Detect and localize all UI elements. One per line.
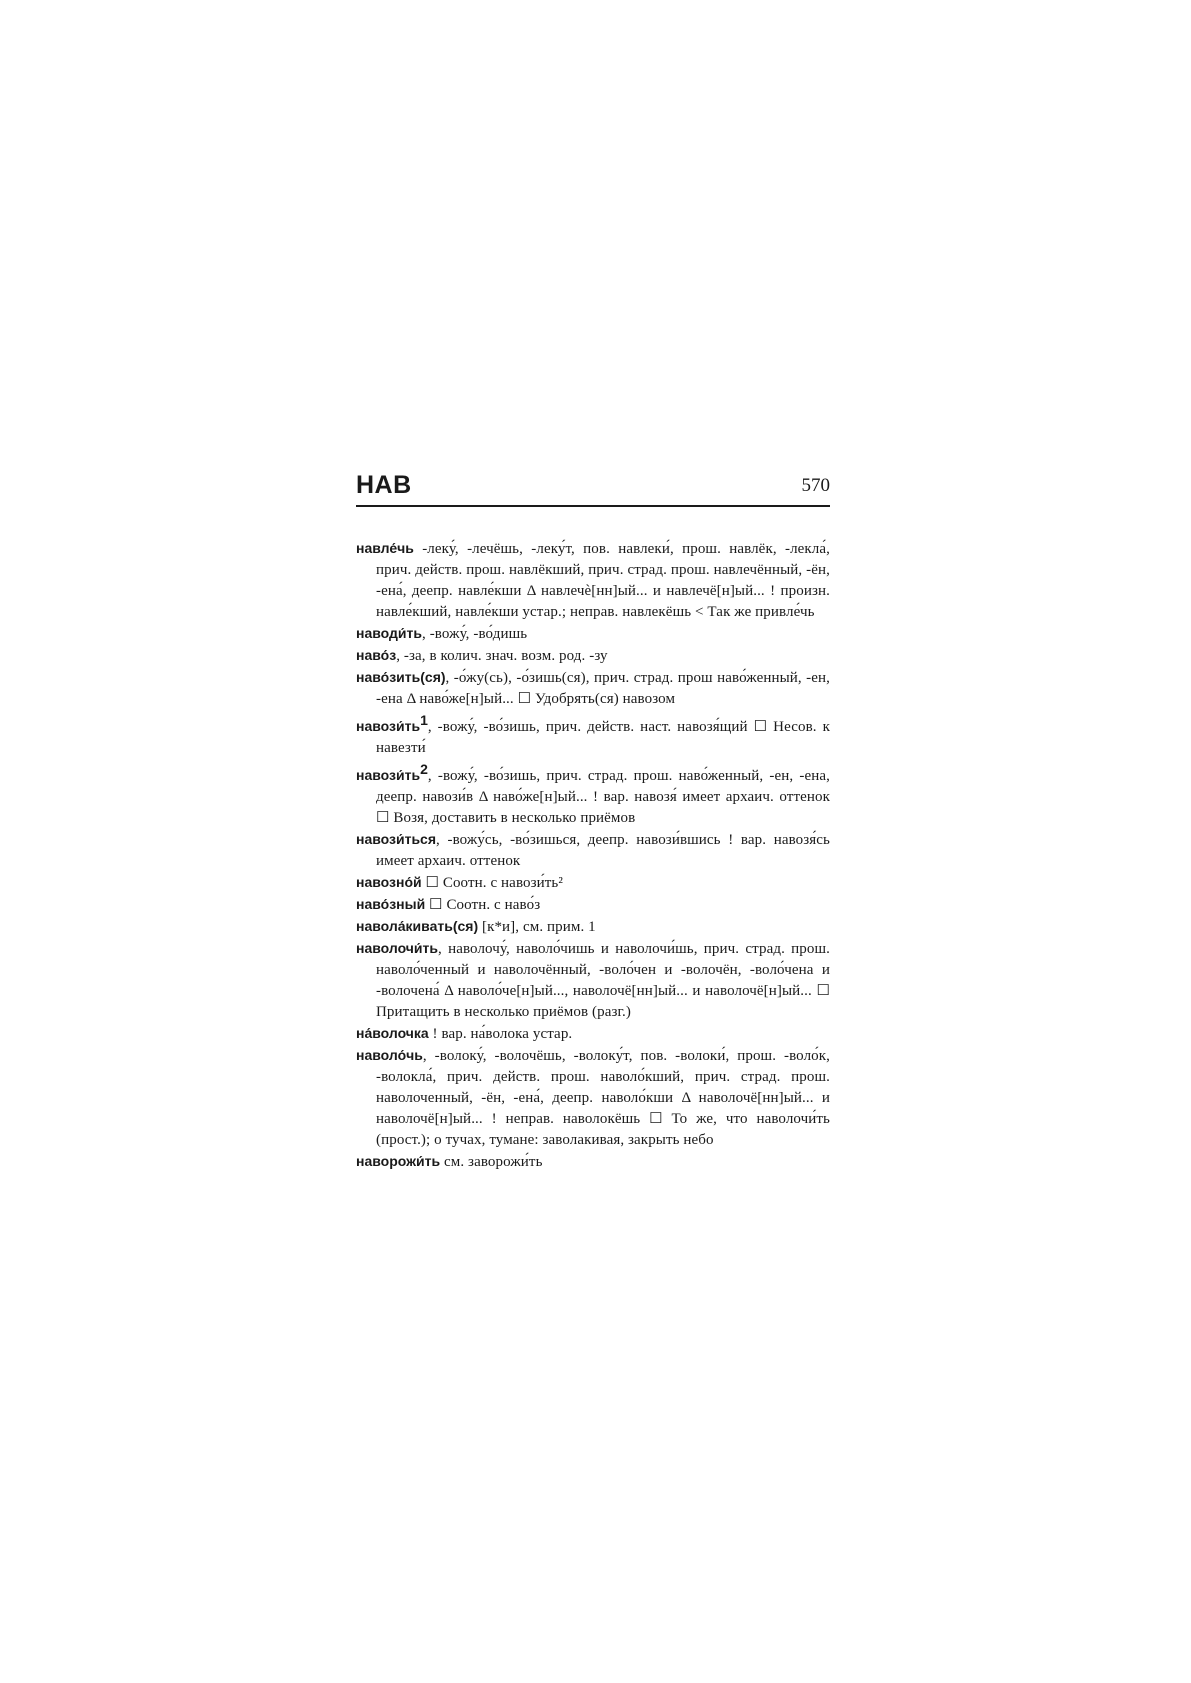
entry-body: , -за, в колич. знач. возм. род. -зу [396,648,608,664]
entry-body: , наволочу́, наволо́чишь и наволочи́шь, прич. страд. прош. наволо́ченный и наволочённый, -воло́чен и -волочён, -воло́чена и -волочена́ Δ наволо́че[н]ый..., наволочё[нн]ый... и наволочё[н]ый... ☐ Притащить в несколько приёмов (разг.) [376,941,830,1020]
entry-headword: наводи́ть [356,625,422,641]
entry-body: , -волоку́, -волочёшь, -волоку́т, пов. -волоки́, прош. -воло́к, -волокла́, прич. действ. прош. наволо́кший, прич. страд. прош. наволоченный, -ён, -ена́, деепр. наволо́кши Δ наволочё[нн]ый... и наволочё[н]ый... ! неправ. наволокёшь ☐ То же, что наволочи́ть (прост.); о тучах, тумане: заволакивая, закрыть небо [376,1048,830,1148]
entry-headword: навозно́й [356,874,422,890]
entry-body: , -вожу́, -во́зишь, прич. страд. прош. наво́женный, -ен, -ена, деепр. навози́в Δ наво́же[н]ый... ! вар. навозя́ имеет архаич. оттенок ☐ Возя, доставить в несколько приёмов [376,768,830,826]
dictionary-entry [356,872,830,894]
entry-body: см. заворожи́ть [440,1154,543,1170]
header-guide-word: НАВ [356,471,412,499]
dictionary-entry [356,894,830,916]
entry-body: , -вожу́, -во́дишь [422,626,528,642]
dictionary-entry [356,667,830,710]
dictionary-entry [356,1151,830,1173]
headword-superscript: 2 [420,761,428,777]
dictionary-entries [356,538,830,1173]
entry-body: [к*и], см. прим. 1 [478,919,596,935]
entry-body: -леку́, -лечёшь, -леку́т, пов. навлеки́, прош. навлёк, -лекла́, прич. действ. прош. навлёкший, прич. страд. прош. навлечённый, -ён, -ена́, деепр. навле́кши Δ навлечѐ[нн]ый... и навлечё[н]ый... ! произн. навле́кший, навле́кши устар.; неправ. навлекёшь < Так же привле́чь [376,541,830,620]
entry-headword: наворожи́ть [356,1153,441,1169]
dictionary-entry [356,623,830,645]
entry-body: ☐ Соотн. с навози́ть² [421,875,563,891]
entry-headword: навози́ться [356,831,437,847]
dictionary-entry [356,538,830,623]
entry-body: , -вожу́, -во́зишь, прич. действ. наст. навозя́щий ☐ Несов. к навезти́ [376,719,830,756]
entry-headword: навола́кивать(ся) [356,918,479,934]
dictionary-entry [356,829,830,872]
dictionary-entry [356,710,830,759]
running-header [356,471,830,507]
dictionary-entry [356,916,830,938]
entry-headword: навози́ть [356,767,421,783]
dictionary-entry [356,1045,830,1151]
entry-headword: наво́зить(ся) [356,669,446,685]
entry-body: ☐ Соотн. с наво́з [425,897,541,913]
entry-headword: навле́чь [356,540,414,556]
headword-superscript: 1 [420,712,428,728]
entry-headword: наволо́чь [356,1047,423,1063]
page-number: 570 [801,475,830,496]
dictionary-entry [356,645,830,667]
entry-body: , -о́жу(сь), -о́зишь(ся), прич. страд. прош наво́женный, -ен, -ена Δ наво́же[н]ый... ☐ Удобрять(ся) навозом [376,670,830,707]
entry-body: , -вожу́сь, -во́зишься, деепр. навози́вшись ! вар. навозя́сь имеет архаич. оттенок [376,832,830,869]
entry-headword: навози́ть [356,718,421,734]
dictionary-entry [356,759,830,829]
entry-headword: наво́з [356,647,397,663]
dictionary-entry [356,938,830,1023]
header-rule [356,505,830,507]
entry-headword: наволочи́ть [356,940,438,956]
dictionary-entry [356,1023,830,1045]
entry-body: ! вар. на́волока устар. [428,1026,573,1042]
entry-headword: на́волочка [356,1025,429,1041]
entry-headword: наво́зный [356,896,426,912]
